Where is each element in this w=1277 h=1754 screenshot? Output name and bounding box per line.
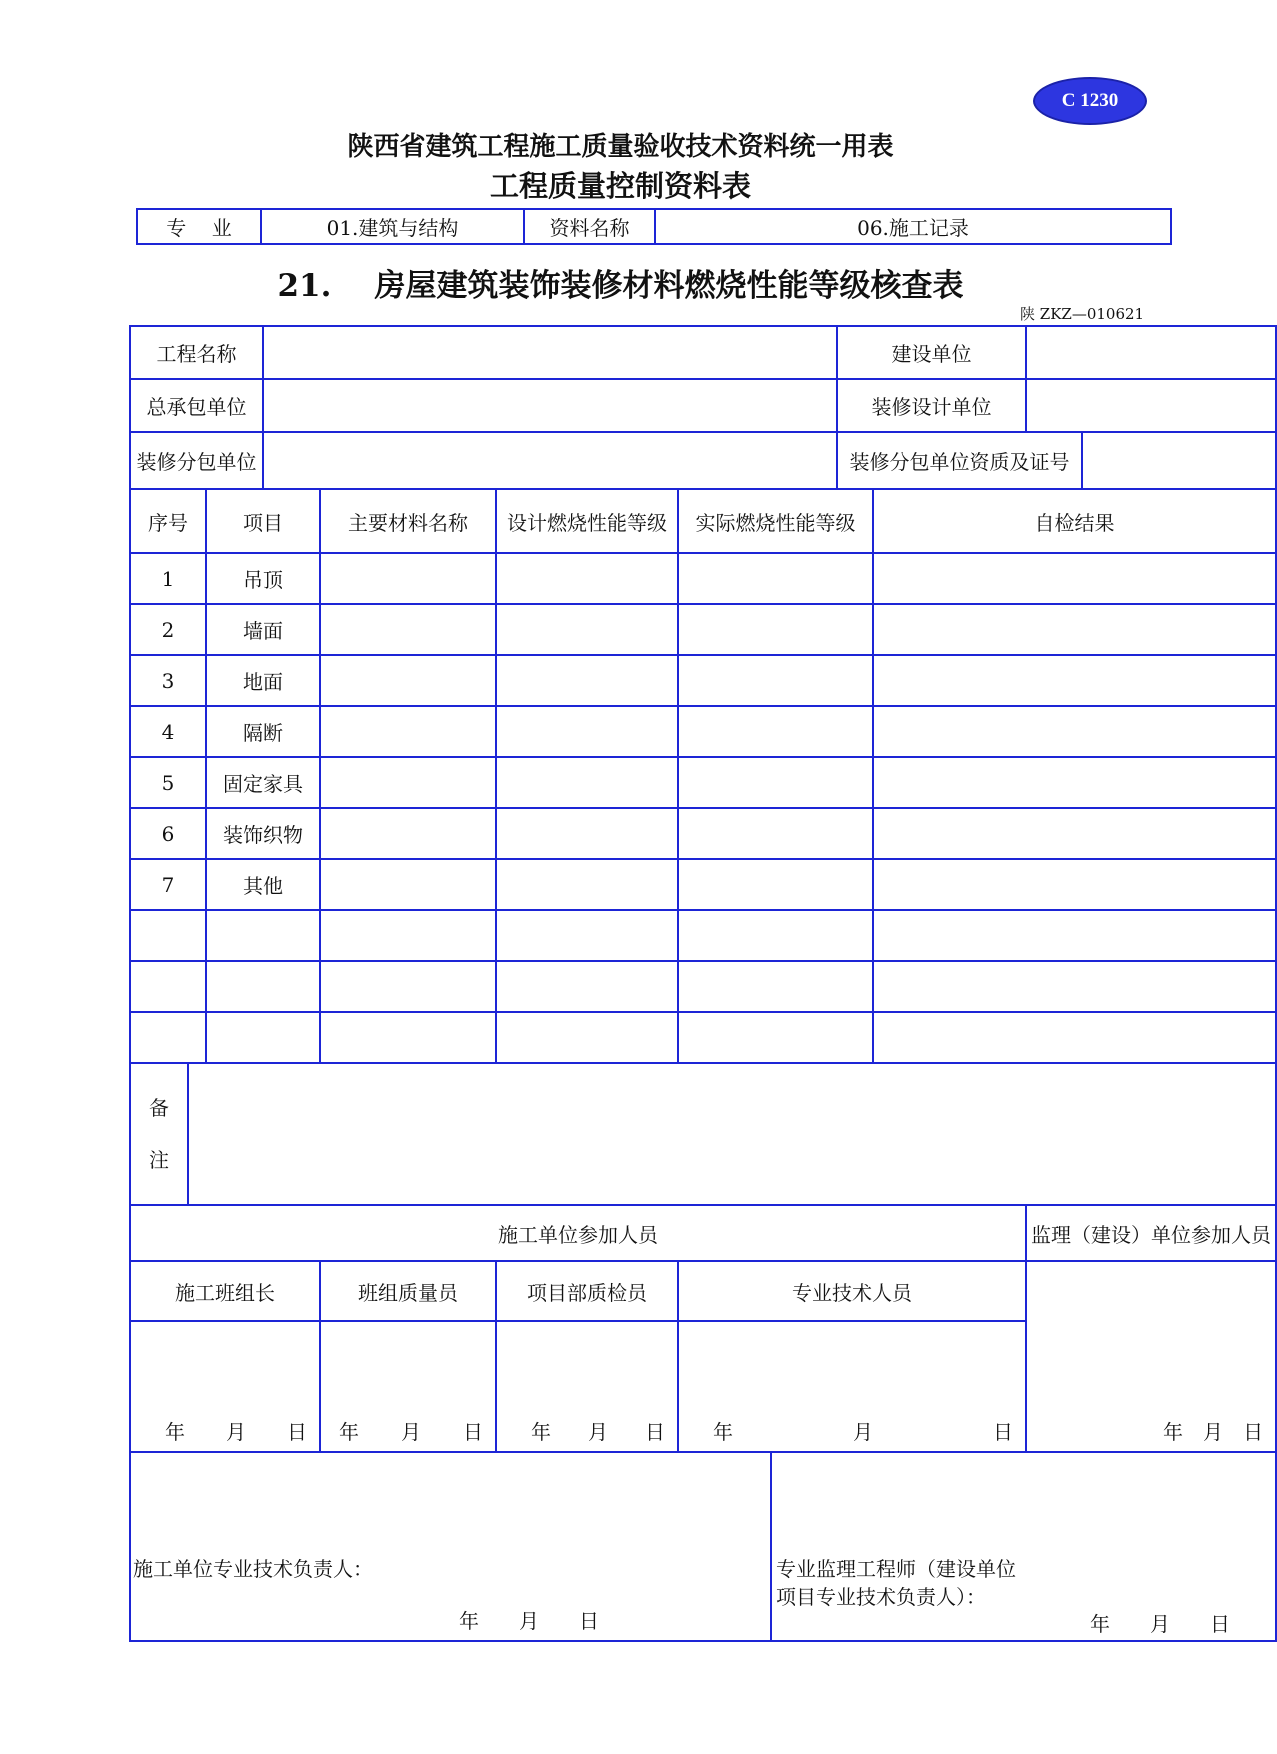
col-header-design-grade: 设计燃烧性能等级 [496,489,678,553]
material-cell[interactable] [320,961,496,1012]
actual-grade-cell[interactable] [678,1012,873,1063]
design-grade-cell[interactable] [496,553,678,604]
material-cell[interactable] [320,655,496,706]
result-cell[interactable] [873,808,1276,859]
table-row [130,757,1276,808]
row-no: 3 [130,655,206,706]
row-item: 地面 [206,655,320,706]
general-contractor-label: 总承包单位 [130,379,263,432]
row-no[interactable] [130,910,206,961]
result-cell[interactable] [873,706,1276,757]
team-quality-signature-cell[interactable] [320,1321,496,1452]
design-grade-cell[interactable] [496,655,678,706]
role-team-quality: 班组质量员 [320,1261,496,1321]
design-grade-cell[interactable] [496,1012,678,1063]
team-quality-date: 年 月 日 [339,1420,483,1444]
row-item[interactable] [206,961,320,1012]
team-leader-date: 年 月 日 [165,1420,307,1444]
row-item: 墙面 [206,604,320,655]
design-grade-cell[interactable] [496,910,678,961]
table-row [130,910,1276,961]
row-item[interactable] [206,1012,320,1063]
row-item: 其他 [206,859,320,910]
qualification-label: 装修分包单位资质及证号 [837,432,1082,489]
table-row [130,553,1276,604]
column-header-row [130,489,1276,553]
supervisor-signature-cell[interactable] [771,1452,1276,1641]
row-item: 装饰织物 [206,808,320,859]
document-name-label: 资料名称 [524,209,655,244]
table-row [130,808,1276,859]
major-value: 01.建筑与结构 [261,209,524,244]
row-no: 6 [130,808,206,859]
material-cell[interactable] [320,757,496,808]
row-no[interactable] [130,961,206,1012]
supervisor-date: 年 月 日 [1090,1612,1230,1636]
actual-grade-cell[interactable] [678,757,873,808]
col-header-no: 序号 [130,489,206,553]
design-grade-cell[interactable] [496,706,678,757]
role-team-leader: 施工班组长 [130,1261,320,1321]
actual-grade-cell[interactable] [678,859,873,910]
design-grade-cell[interactable] [496,604,678,655]
material-cell[interactable] [320,553,496,604]
project-name-field[interactable] [263,326,837,379]
row-item[interactable] [206,910,320,961]
result-cell[interactable] [873,910,1276,961]
subcontractor-label: 装修分包单位 [130,432,263,489]
material-cell[interactable] [320,859,496,910]
actual-grade-cell[interactable] [678,553,873,604]
actual-grade-cell[interactable] [678,655,873,706]
construction-participants-header: 施工单位参加人员 [130,1205,1026,1261]
project-name-label: 工程名称 [130,326,263,379]
table-row [130,706,1276,757]
table-row [130,655,1276,706]
inspection-form-table [129,325,1277,1642]
material-cell[interactable] [320,1012,496,1063]
remarks-row [130,1063,1276,1205]
material-cell[interactable] [320,808,496,859]
design-grade-cell[interactable] [496,859,678,910]
actual-grade-cell[interactable] [678,706,873,757]
design-grade-cell[interactable] [496,757,678,808]
row-item: 固定家具 [206,757,320,808]
document-subtitle: 工程质量控制资料表 [489,169,751,203]
material-cell[interactable] [320,910,496,961]
table-row [130,961,1276,1012]
row-no: 1 [130,553,206,604]
actual-grade-cell[interactable] [678,808,873,859]
project-inspector-date: 年 月 日 [531,1420,665,1444]
category-table [136,208,1172,245]
form-number-badge: C 1230 [1033,77,1147,125]
actual-grade-cell[interactable] [678,961,873,1012]
supervisor-label-line2: 项目专业技术负责人）： [776,1585,986,1609]
result-cell[interactable] [873,859,1276,910]
subcontractor-field[interactable] [263,432,837,489]
table-row [130,1012,1276,1063]
technician-date: 年 月 日 [713,1420,1014,1444]
row-item: 隔断 [206,706,320,757]
result-cell[interactable] [873,1012,1276,1063]
major-label: 专 业 [137,209,261,244]
table-row [130,604,1276,655]
result-cell[interactable] [873,655,1276,706]
col-header-item: 项目 [206,489,320,553]
row-no: 4 [130,706,206,757]
construction-lead-signature-cell[interactable] [130,1452,771,1641]
row-no: 7 [130,859,206,910]
result-cell[interactable] [873,961,1276,1012]
design-grade-cell[interactable] [496,961,678,1012]
qualification-field[interactable] [1082,432,1276,489]
remarks-field[interactable] [188,1063,1276,1205]
remarks-label [130,1063,188,1205]
actual-grade-cell[interactable] [678,910,873,961]
table-row [130,859,1276,910]
technician-signature-cell[interactable] [678,1321,1026,1452]
col-header-result: 自检结果 [873,489,1276,553]
result-cell[interactable] [873,604,1276,655]
design-unit-label: 装修设计单位 [837,379,1026,432]
form-title: 21. 房屋建筑装饰装修材料燃烧性能等级核查表 [277,268,964,304]
builder-field[interactable] [1026,326,1276,379]
construction-lead-label: 施工单位专业技术负责人： [133,1557,373,1581]
row-no: 2 [130,604,206,655]
construction-lead-date: 年 月 日 [459,1609,599,1633]
result-cell[interactable] [873,757,1276,808]
role-project-inspector: 项目部质检员 [496,1261,678,1321]
supervisor-label-line1: 专业监理工程师（建设单位 [776,1557,1016,1581]
supervision-date: 年 月 日 [1163,1420,1264,1444]
form-code: 陕 ZKZ—010621 [1020,305,1145,323]
row-no: 5 [130,757,206,808]
document-title: 陕西省建筑工程施工质量验收技术资料统一用表 [347,132,894,162]
role-technician: 专业技术人员 [678,1261,1026,1321]
general-contractor-field[interactable] [263,379,837,432]
material-cell[interactable] [320,706,496,757]
row-no[interactable] [130,1012,206,1063]
design-grade-cell[interactable] [496,808,678,859]
document-name-value: 06.施工记录 [655,209,1171,244]
remarks-label-char1: 备 [149,1096,169,1120]
row-item: 吊顶 [206,553,320,604]
supervision-participants-header: 监理（建设）单位参加人员 [1026,1205,1276,1261]
result-cell[interactable] [873,553,1276,604]
material-cell[interactable] [320,604,496,655]
project-inspector-signature-cell[interactable] [496,1321,678,1452]
remarks-label-char2: 注 [149,1148,169,1172]
actual-grade-cell[interactable] [678,604,873,655]
builder-label: 建设单位 [837,326,1026,379]
col-header-actual-grade: 实际燃烧性能等级 [678,489,873,553]
design-unit-field[interactable] [1026,379,1276,432]
col-header-material: 主要材料名称 [320,489,496,553]
team-leader-signature-cell[interactable] [130,1321,320,1452]
supervision-signature-cell[interactable] [1026,1261,1276,1452]
